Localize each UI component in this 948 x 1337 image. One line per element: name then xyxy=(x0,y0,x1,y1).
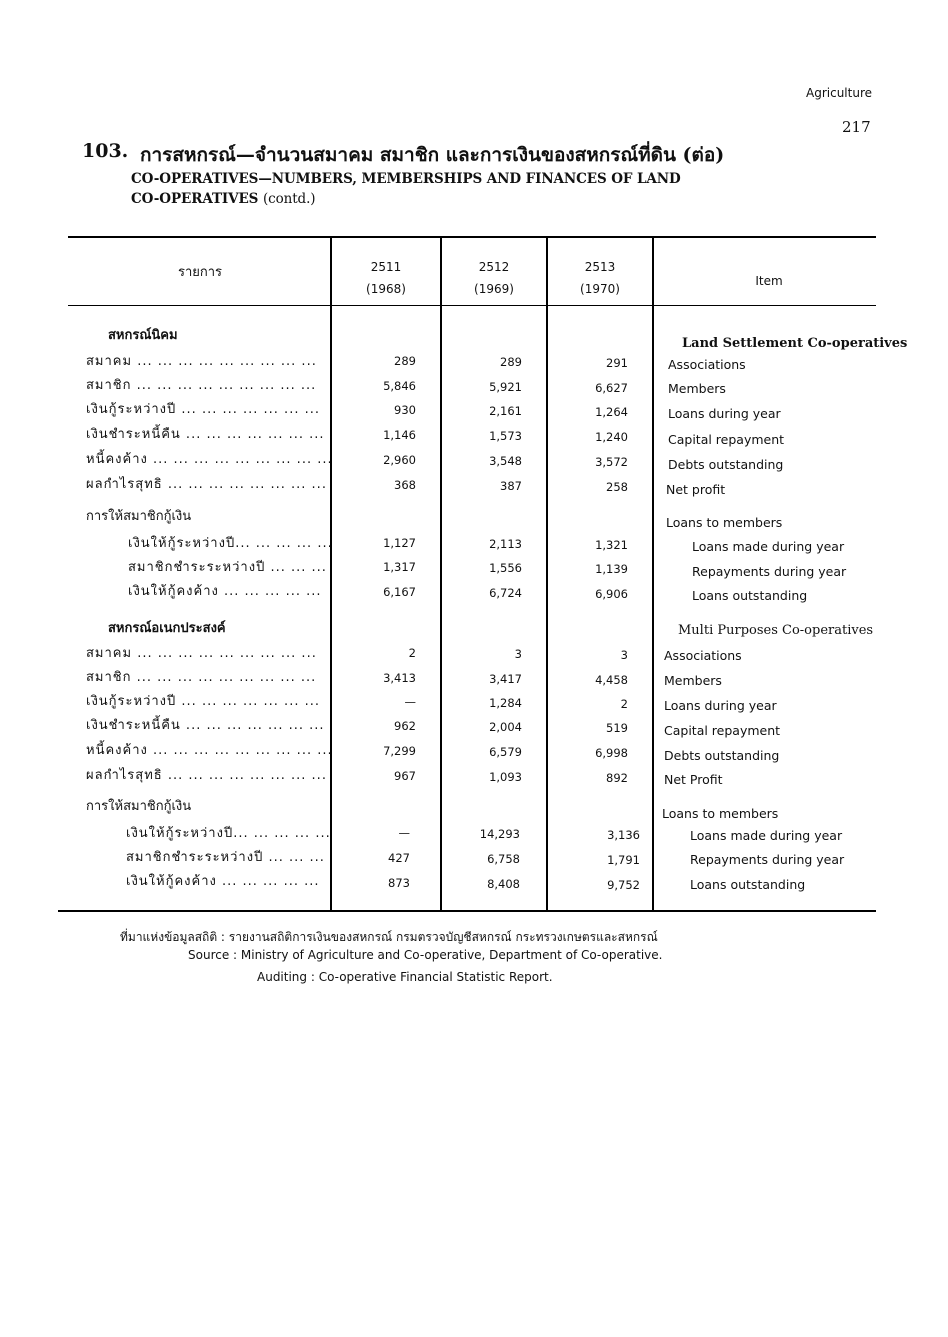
row-thai-label: เงินกู้ระหว่างปี ... ... ... ... ... ... ... xyxy=(86,694,320,709)
table-top-rule xyxy=(68,236,876,238)
title-english-line1: CO-OPERATIVES—NUMBERS, MEMBERSHIPS AND FINANCES OF LAND xyxy=(131,171,681,187)
title-contd: (contd.) xyxy=(262,191,316,207)
row-english-label: Loans outstanding xyxy=(690,877,806,892)
header-ad-1968: (1968) xyxy=(366,282,406,296)
page-number: 217 xyxy=(842,118,871,136)
cell-2511: — xyxy=(404,695,416,709)
cell-2513: 1,139 xyxy=(595,562,628,576)
row-thai-label: สมาชิก ... ... ... ... ... ... ... ... ... xyxy=(86,670,317,685)
table-header-rule xyxy=(68,305,876,306)
row-english-label: Loans outstanding xyxy=(692,588,808,603)
row-english-label: Members xyxy=(664,673,722,688)
header-col-2511 xyxy=(332,256,440,300)
row-english-label: Net profit xyxy=(666,482,726,497)
header-item-thai: รายการ xyxy=(177,265,223,280)
cell-2511: 1,317 xyxy=(383,560,416,574)
column-divider-2 xyxy=(440,237,442,911)
cell-2511: 962 xyxy=(394,719,416,733)
row-thai-label: สมาชิกชำระระหว่างปี ... ... ... xyxy=(126,850,325,865)
row-english-label: Loans made during year xyxy=(690,828,843,843)
row-english-label: Loans to members xyxy=(662,806,779,821)
row-english-label: Net Profit xyxy=(664,772,723,787)
cell-2512: 2,004 xyxy=(489,720,522,734)
row-thai-label: สมาคม ... ... ... ... ... ... ... ... ... xyxy=(86,354,317,369)
row-thai-label: การให้สมาชิกกู้เงิน xyxy=(86,799,192,814)
title-english-line2 xyxy=(131,189,681,209)
row-english-label: Associations xyxy=(664,648,742,663)
table-title-thai: การสหกรณ์—จำนวนสมาคม สมาชิก และการเงินของสหกรณ์ที่ดิน (ต่อ) xyxy=(140,144,725,166)
header-ad-1970: (1970) xyxy=(580,282,620,296)
header-ad-1969: (1969) xyxy=(474,282,514,296)
header-year-2511: 2511 xyxy=(370,260,402,274)
cell-2513: 1,321 xyxy=(595,538,628,552)
row-english-label: Multi Purposes Co-operatives xyxy=(678,623,874,638)
row-english-label: Loans to members xyxy=(666,515,783,530)
header-year-2513: 2513 xyxy=(584,260,616,274)
row-thai-label: สมาชิกชำระระหว่างปี ... ... ... xyxy=(128,560,327,575)
row-thai-label: เงินให้กู้ระหว่างปี... ... ... ... ... xyxy=(128,536,333,551)
cell-2512: 6,579 xyxy=(489,745,522,759)
cell-2512: 6,758 xyxy=(487,852,520,866)
row-thai-label: เงินชำระหนี้คืน ... ... ... ... ... ... ... xyxy=(86,427,325,442)
row-english-label: Capital repayment xyxy=(664,723,781,738)
column-divider-3 xyxy=(546,237,548,911)
cell-2512: 1,573 xyxy=(489,429,522,443)
cell-2512: 1,284 xyxy=(489,696,522,710)
row-thai-label: หนี้คงค้าง ... ... ... ... ... ... ... ... ... xyxy=(86,743,333,758)
cell-2513: 892 xyxy=(606,771,628,785)
row-thai-label: สหกรณ์นิคม xyxy=(108,328,178,343)
cell-2512: 8,408 xyxy=(487,877,520,891)
source-english-auditing: Auditing : Co-operative Financial Statistic Report. xyxy=(257,970,553,984)
row-thai-label: เงินให้กู้คงค้าง ... ... ... ... ... xyxy=(128,584,322,599)
cell-2513: 4,458 xyxy=(595,673,628,687)
cell-2513: 1,240 xyxy=(595,430,628,444)
cell-2512: 3 xyxy=(514,647,522,661)
cell-2512: 6,724 xyxy=(489,586,522,600)
source-thai: ที่มาแห่งข้อมูลสถิติ : รายงานสถิติการเงินของสหกรณ์ กรมตรวจบัญชีสหกรณ์ กระทรวงเกษตรและสหกรณ์ xyxy=(120,930,658,944)
row-english-label: Loans made during year xyxy=(692,539,845,554)
row-english-label: Land Settlement Co-operatives xyxy=(682,336,908,351)
row-thai-label: ผลกำไรสุทธิ ... ... ... ... ... ... ... ... xyxy=(86,477,327,492)
cell-2512: 5,921 xyxy=(489,380,522,394)
cell-2511: 368 xyxy=(394,478,416,492)
cell-2512: 1,093 xyxy=(489,770,522,784)
cell-2511: 873 xyxy=(388,876,410,890)
row-english-label: Loans during year xyxy=(668,406,781,421)
column-divider-1 xyxy=(330,237,332,911)
table-number: 103. xyxy=(82,140,129,162)
cell-2512: 3,548 xyxy=(489,454,522,468)
cell-2512: 3,417 xyxy=(489,672,522,686)
cell-2513: 1,791 xyxy=(607,853,640,867)
table-bottom-rule xyxy=(58,910,876,912)
cell-2511: 3,413 xyxy=(383,671,416,685)
cell-2513: 3 xyxy=(620,648,628,662)
header-year-2512: 2512 xyxy=(478,260,510,274)
cell-2513: 258 xyxy=(606,480,628,494)
cell-2511: 289 xyxy=(394,354,416,368)
cell-2513: 2 xyxy=(620,697,628,711)
cell-2511: 6,167 xyxy=(383,585,416,599)
source-english: Source : Ministry of Agriculture and Co-operative, Department of Co-operative. xyxy=(188,948,663,962)
row-english-label: Loans during year xyxy=(664,698,777,713)
header-col-2512 xyxy=(442,256,546,300)
table-title-english xyxy=(131,169,681,209)
cell-2511: — xyxy=(398,826,410,840)
cell-2511: 5,846 xyxy=(383,379,416,393)
row-english-label: Members xyxy=(668,381,726,396)
cell-2513: 3,572 xyxy=(595,455,628,469)
row-english-label: Debts outstanding xyxy=(664,748,780,763)
row-thai-label: สมาชิก ... ... ... ... ... ... ... ... ... xyxy=(86,378,317,393)
cell-2512: 2,161 xyxy=(489,404,522,418)
row-thai-label: เงินให้กู้คงค้าง ... ... ... ... ... xyxy=(126,874,320,889)
cell-2513: 1,264 xyxy=(595,405,628,419)
row-thai-label: หนี้คงค้าง ... ... ... ... ... ... ... ... ... xyxy=(86,452,333,467)
row-thai-label: สมาคม ... ... ... ... ... ... ... ... ... xyxy=(86,646,317,661)
row-english-label: Associations xyxy=(668,357,746,372)
cell-2511: 7,299 xyxy=(383,744,416,758)
cell-2513: 291 xyxy=(606,356,628,370)
cell-2513: 6,998 xyxy=(595,746,628,760)
row-thai-label: เงินให้กู้ระหว่างปี... ... ... ... ... xyxy=(126,826,331,841)
cell-2513: 3,136 xyxy=(607,828,640,842)
column-divider-4 xyxy=(652,237,654,911)
row-english-label: Repayments during year xyxy=(690,852,845,867)
cell-2511: 2 xyxy=(408,646,416,660)
header-item-english: Item xyxy=(755,274,783,288)
row-thai-label: สหกรณ์อเนกประสงค์ xyxy=(108,621,226,636)
row-thai-label: เงินกู้ระหว่างปี ... ... ... ... ... ... ... xyxy=(86,402,320,417)
cell-2512: 2,113 xyxy=(489,537,522,551)
cell-2511: 930 xyxy=(394,403,416,417)
row-english-label: Capital repayment xyxy=(668,432,785,447)
row-thai-label: ผลกำไรสุทธิ ... ... ... ... ... ... ... ... xyxy=(86,768,327,783)
cell-2511: 967 xyxy=(394,769,416,783)
row-english-label: Repayments during year xyxy=(692,564,847,579)
cell-2512: 387 xyxy=(500,479,522,493)
row-english-label: Debts outstanding xyxy=(668,457,784,472)
running-title: Agriculture xyxy=(806,86,872,100)
cell-2512: 14,293 xyxy=(479,827,520,841)
header-col-2513 xyxy=(548,256,652,300)
cell-2513: 9,752 xyxy=(607,878,640,892)
cell-2513: 6,627 xyxy=(595,381,628,395)
cell-2513: 519 xyxy=(606,721,628,735)
row-thai-label: เงินชำระหนี้คืน ... ... ... ... ... ... ... xyxy=(86,718,325,733)
cell-2512: 289 xyxy=(500,355,522,369)
title-english-line2-text: CO-OPERATIVES xyxy=(131,191,259,207)
cell-2511: 427 xyxy=(388,851,410,865)
cell-2511: 2,960 xyxy=(383,453,416,467)
cell-2513: 6,906 xyxy=(595,587,628,601)
row-thai-label: การให้สมาชิกกู้เงิน xyxy=(86,509,192,524)
cell-2511: 1,146 xyxy=(383,428,416,442)
cell-2511: 1,127 xyxy=(383,536,416,550)
cell-2512: 1,556 xyxy=(489,561,522,575)
